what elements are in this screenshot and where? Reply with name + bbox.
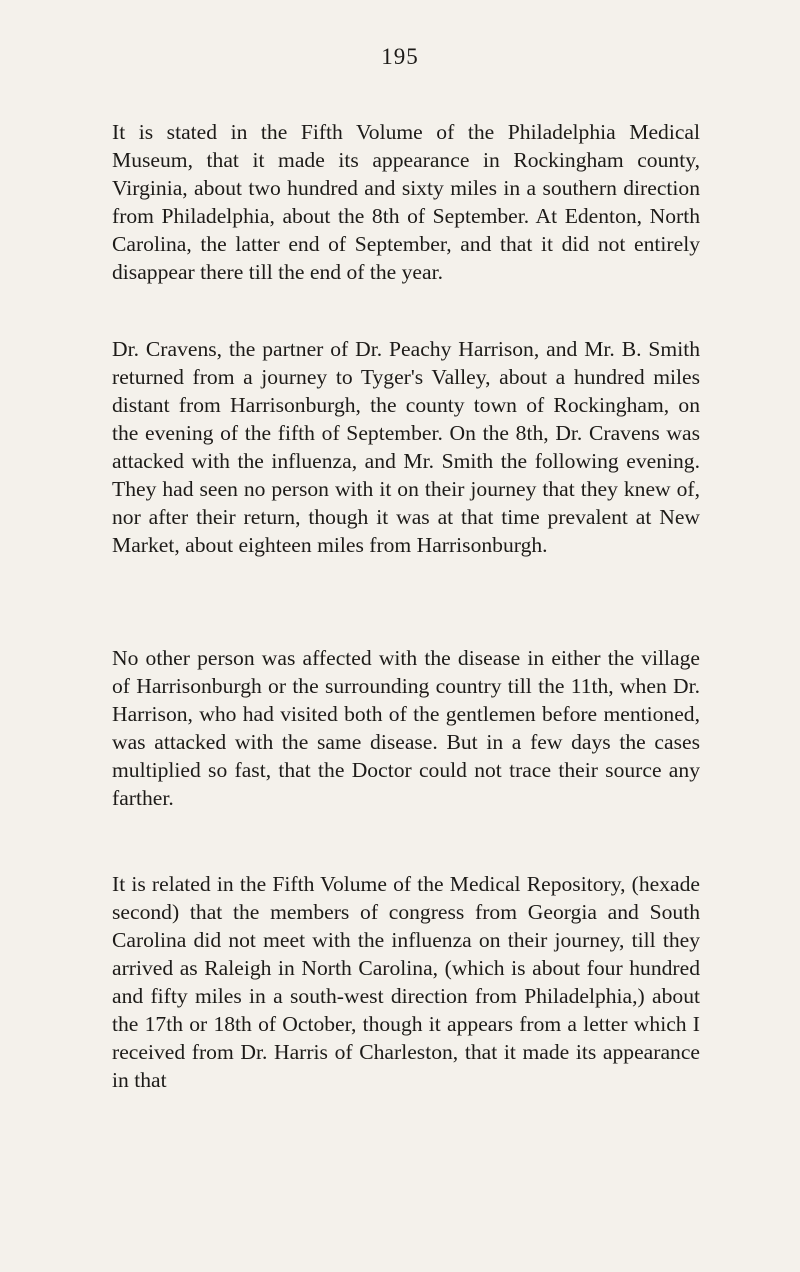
page-number: 195: [381, 44, 419, 69]
paragraph-3-block: [112, 644, 700, 812]
paragraph: Dr. Cravens, the partner of Dr. Peachy Harrison, and Mr. B. Smith returned from a journey to Tyger's Valley, about a hundred miles distant from Harrisonburgh, the county town of Rockingham, on the evening of the fifth of September. On the 8th, Dr. Cravens was attacked with the influenza, and Mr. Smith the following evening. They had seen no person with it on their journey that they knew of, nor after their return, though it was at that time prevalent at New Market, about eighteen miles from Harrisonburgh.: [112, 337, 700, 557]
paragraph: It is related in the Fifth Volume of the Medical Repository, (hexade second) that the members of congress from Georgia and South Carolina did not meet with the influenza on their journey, till they arrived as Raleigh in North Carolina, (which is about four hundred and fifty miles in a south-west direction from Philadelphia,) about the 17th or 18th of October, though it appears from a letter which I received from Dr. Harris of Charleston, that it made its appearance in that: [112, 872, 700, 1092]
paragraph-2-block: [112, 335, 700, 559]
paragraph: No other person was affected with the disease in either the village of Harrisonburgh or the surrounding country till the 11th, when Dr. Harrison, who had visited both of the gentlemen before mentioned, was attacked with the same disease. But in a few days the cases multiplied so fast, that the Doctor could not trace their source any farther.: [112, 646, 700, 810]
paragraph: It is stated in the Fifth Volume of the Philadelphia Medical Museum, that it made its appearance in Rockingham county, Virginia, about two hundred and sixty miles in a southern direction from Philadelphia, about the 8th of September. At Edenton, North Carolina, the latter end of September, and that it did not entirely disappear there till the end of the year.: [112, 120, 700, 284]
paragraph-4-block: [112, 870, 700, 1094]
paragraph-1-block: [112, 118, 700, 286]
